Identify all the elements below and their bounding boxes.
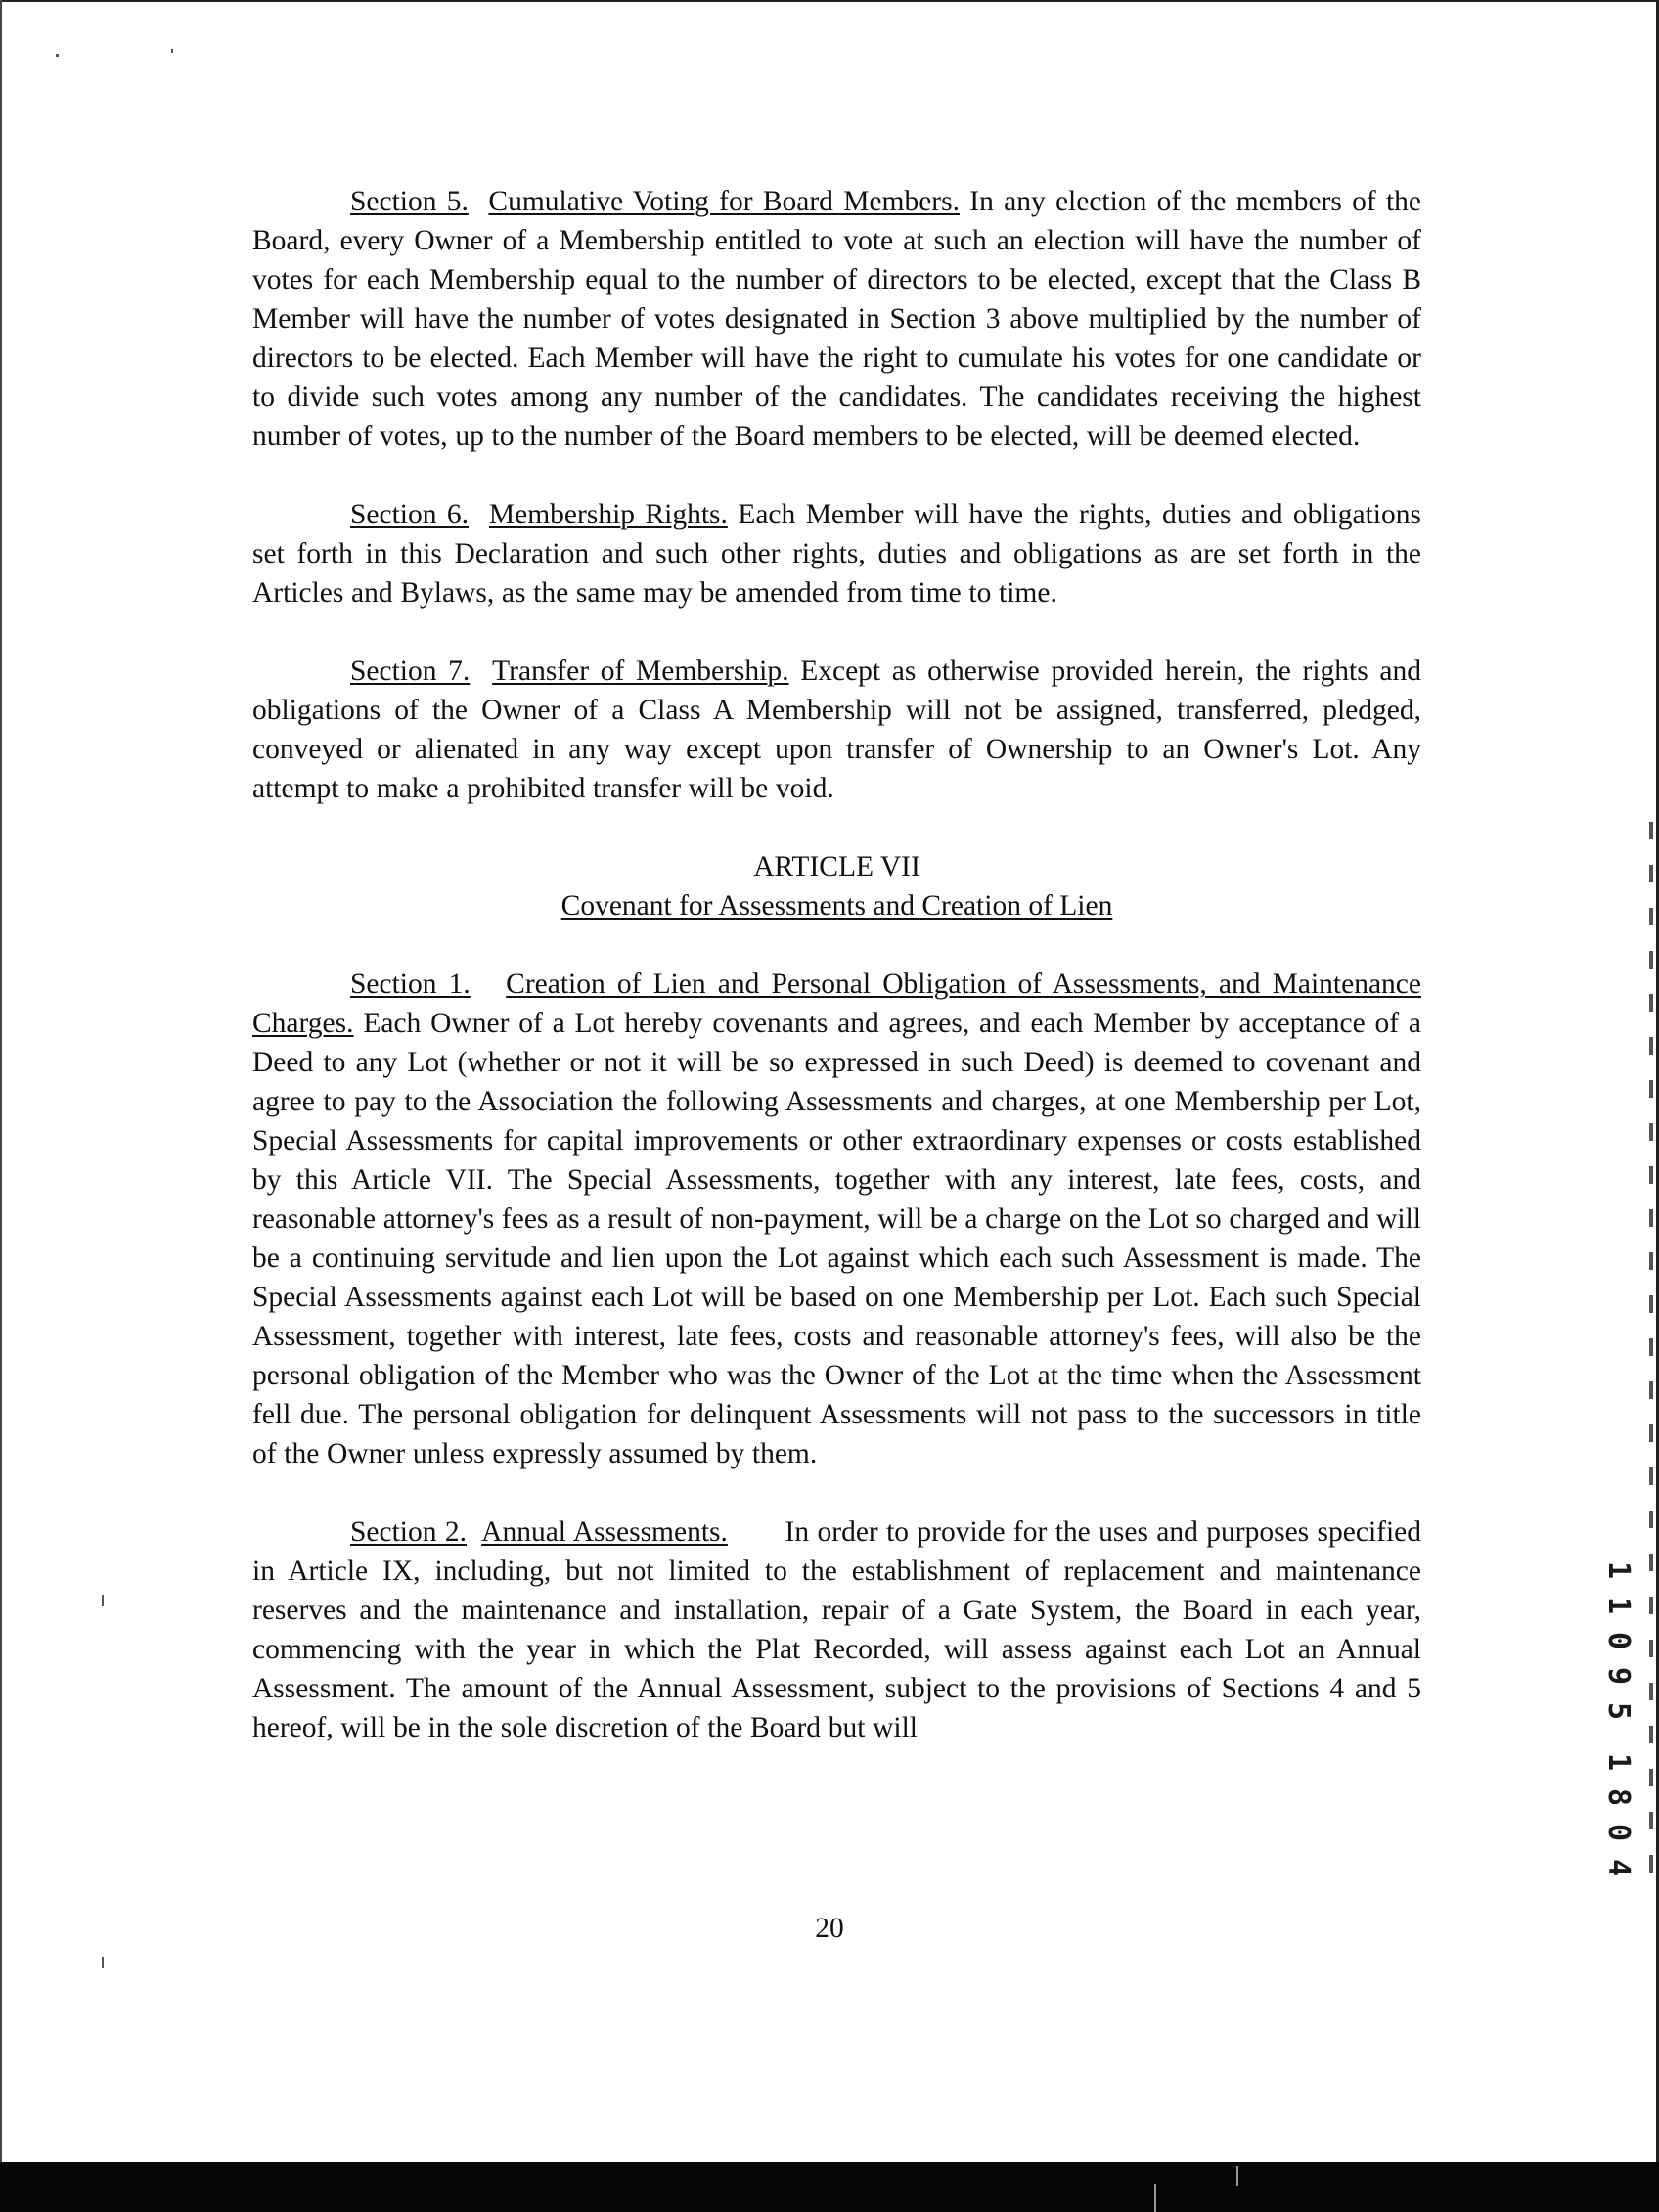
scan-border-mark (1236, 2166, 1238, 2186)
page-number: 20 (815, 1913, 844, 1944)
section-7-paragraph (252, 652, 1421, 808)
section-5-body: In any election of the members of the Board, every Owner of a Membership entitled to vote at such an election will have the number of votes for each Membership equal to the number of directors to be elected, except that the Class B Member will have the number of votes designated in Section 3 above multiplied by the number of directors to be elected. Each Member will have the right to cumulate his votes for one candidate or to divide such votes among any number of the candidates. The candidates receiving the highest number of votes, up to the number of the Board members to be elected, will be deemed elected. (252, 186, 1421, 452)
section-7-body: Except as otherwise provided herein, the rights and obligations of the Owner of a Class A Membership will not be assigned, transferred, pledged, conveyed or alienated in any way except upon transfer of Ownership to an Owner's Lot. Any attempt to make a prohibited transfer will be void. (252, 655, 1421, 804)
scan-right-margin-marks (1649, 822, 1653, 1898)
section-6-body: Each Member will have the rights, duties and obligations set forth in this Declaration and such other rights, duties and obligations as are set forth in the Articles and Bylaws, as the same may be amended from time to time. (252, 499, 1421, 609)
stamp-digit: 5 (1601, 1701, 1636, 1721)
section-5-label: Section 5. (350, 186, 469, 217)
scan-speck (102, 1595, 104, 1606)
article-section-2-paragraph (252, 1512, 1421, 1747)
section-5-paragraph (252, 182, 1421, 456)
stamp-digit: 1 (1601, 1596, 1636, 1615)
stamp-digit: 1 (1601, 1752, 1636, 1772)
section-5-title: Cumulative Voting for Board Members. (488, 186, 960, 217)
section-6-paragraph (252, 495, 1421, 612)
recording-stamp (1600, 1554, 1636, 1886)
stamp-digit: 9 (1601, 1666, 1636, 1686)
scan-speck (102, 1957, 104, 1968)
article-section-1-body: Each Owner of a Lot hereby covenants and agrees, and each Member by acceptance of a Deed to any Lot (whether or not it will be so expressed in such Deed) is deemed to covenant and agree to pay to the Association the following Assessments and charges, at one Membership per Lot, Special Assessments for capital improvements or other extraordinary expenses or costs established by this Article VII. The Special Assessments, together with any interest, late fees, costs, and reasonable attorney's fees as a result of non-payment, will be a charge on the Lot so charged and will be a continuing servitude and lien upon the Lot against which each such Assessment is made. The Special Assessments against each Lot will be based on one Membership per Lot. Each such Special Assessment, together with interest, late fees, costs and reasonable attorney's fees, will also be the personal obligation of the Member who was the Owner of the Lot at the time when the Assessment fell due. The personal obligation for delinquent Assessments will not pass to the successors in title of the Owner unless expressly assumed by them. (252, 1008, 1421, 1469)
stamp-digit: 0 (1601, 1631, 1636, 1650)
scan-bottom-border (0, 2162, 1659, 2212)
scan-speck (171, 49, 173, 53)
scan-speck (56, 54, 59, 57)
article-section-2-body: In order to provide for the uses and purposes specified in Article IX, including, but not limited to the establishment of replacement and maintenance reserves and the maintenance and installation, repair of a Gate System, the Board in each year, commencing with the year in which the Plat Recorded, will assess against each Lot an Annual Assessment. The amount of the Annual Assessment, subject to the provisions of Sections 4 and 5 hereof, will be in the sole discretion of the Board but will (252, 1516, 1421, 1743)
section-7-title: Transfer of Membership. (492, 655, 789, 687)
article-section-1-label: Section 1. (350, 969, 471, 1000)
section-6-label: Section 6. (350, 499, 470, 530)
article-section-1-title: Creation of Lien and Personal Obligation of Assessments, and Maintenance Charges. (252, 969, 1421, 1039)
stamp-digit: 8 (1601, 1787, 1636, 1807)
article-section-1-paragraph (252, 965, 1421, 1473)
article-number: ARTICLE VII (753, 851, 920, 882)
section-6-title: Membership Rights. (488, 499, 728, 530)
stamp-digit: 4 (1601, 1858, 1636, 1877)
article-section-2-label: Section 2. (350, 1516, 467, 1548)
section-7-label: Section 7. (350, 655, 471, 687)
scan-border-mark (1154, 2184, 1156, 2212)
stamp-digit: 0 (1601, 1823, 1636, 1842)
scan-top-edge (0, 0, 1659, 2)
stamp-digit: 1 (1601, 1560, 1636, 1580)
article-heading (252, 847, 1421, 925)
scan-left-edge (0, 0, 2, 2162)
article-section-2-title: Annual Assessments. (481, 1516, 728, 1548)
document-body (252, 182, 1421, 1747)
article-title: Covenant for Assessments and Creation of Lien (560, 890, 1113, 922)
